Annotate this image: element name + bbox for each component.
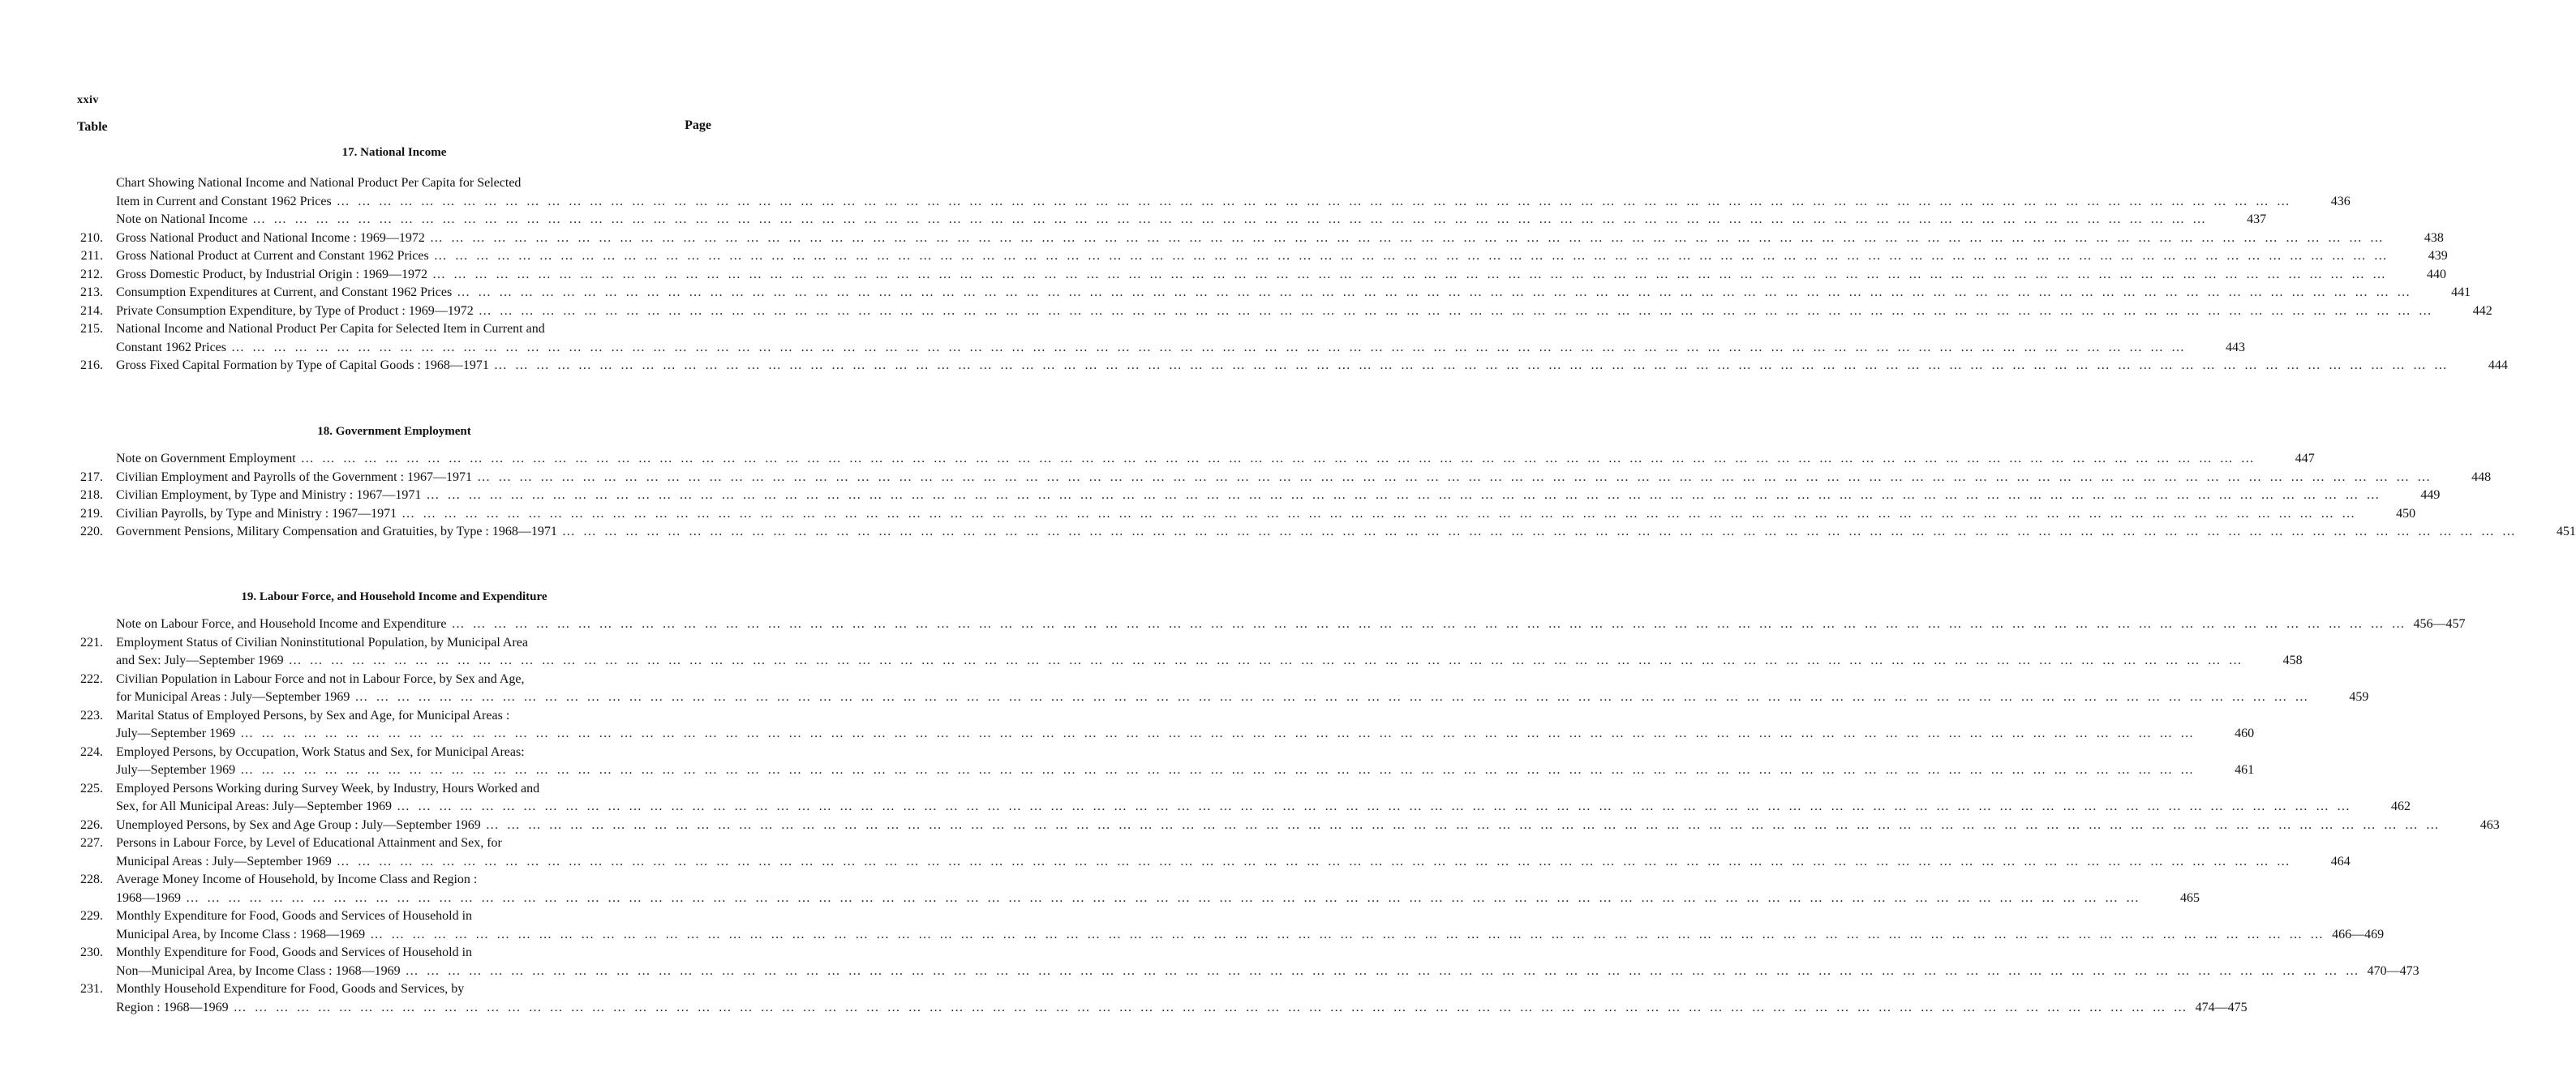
- entry-title-line: Unemployed Persons, by Sex and Age Group : July—September 1969: [116, 817, 481, 832]
- entry-title-line: Persons in Labour Force, by Level of Educational Attainment and Sex, for: [116, 836, 502, 850]
- toc-entry[interactable]: [77, 229, 2444, 248]
- dot-leader: … … … … … … … … … … … … … … … … … … … … … … … … … … … … … … … … … … … … … … … … … … … … … … … … … … … … … … … … … … … … … … … … … … … … … … … … … … … … … … … … … … … … … … … … … … … … …: [396, 800, 2352, 813]
- entry-title-line: 1968—1969: [116, 890, 181, 905]
- table-number: 221.: [80, 635, 103, 650]
- table-number: 228.: [80, 873, 103, 886]
- toc-entry[interactable]: [77, 817, 2500, 835]
- entry-title-line: Civilian Employment, by Type and Ministry : 1967—1971: [116, 488, 422, 502]
- table-number: 223.: [80, 708, 103, 723]
- dot-leader: … … … … … … … … … … … … … … … … … … … … … … … … … … … … … … … … … … … … … … … … … … … … … … … … … … … … … … … … … … … … … … … … … … … … … … … … … … … … … … … … … … … … … … … … … … … … …: [433, 249, 2389, 263]
- toc-entry[interactable]: [77, 505, 2416, 524]
- page-reference[interactable]: 437: [2208, 211, 2266, 229]
- page-reference[interactable]: 451: [2518, 523, 2576, 542]
- table-number: 217.: [80, 470, 103, 484]
- toc-entry[interactable]: [77, 302, 2492, 321]
- page-reference[interactable]: 447: [2256, 450, 2315, 469]
- dot-leader: … … … … … … … … … … … … … … … … … … … … … … … … … … … … … … … … … … … … … … … … … … … … … … … … … … … … … … … … … … … … … … … … … … … … … … … … … … … … … … … … … … … … … … … … … … … … …: [336, 194, 2292, 208]
- entry-title-line: Employment Status of Civilian Noninstitutional Population, by Municipal Area: [116, 635, 528, 650]
- section-labour-force: [77, 588, 2500, 1017]
- section-title: 17. National Income: [341, 146, 447, 159]
- dot-leader: … … … … … … … … … … … … … … … … … … … … … … … … … … … … … … … … … … … … … … … … … … … … … … … … … … … … … … … … … … … … … … … … … … … … … … … … … … … … … … … … … … … … … … … … … … … … …: [252, 212, 2209, 226]
- toc-entry[interactable]: [77, 266, 2446, 285]
- entry-title-line: National Income and National Product Per Capita for Selected Item in Current and: [116, 322, 545, 336]
- toc-entry[interactable]: [77, 871, 2200, 907]
- table-number: 230.: [80, 946, 103, 959]
- entry-title-line: Civilian Employment and Payrolls of the Government : 1967—1971: [116, 470, 473, 484]
- entry-title-line: for Municipal Areas : July—September 1969: [116, 690, 350, 704]
- toc-entry[interactable]: [77, 357, 2508, 375]
- section-government-employment: [77, 422, 2576, 542]
- entry-title-line: Monthly Household Expenditure for Food, Goods and Services, by: [116, 982, 465, 996]
- dot-leader: … … … … … … … … … … … … … … … … … … … … … … … … … … … … … … … … … … … … … … … … … … … … … … … … … … … … … … … … … … … … … … … … … … … … … … … … … … … … … … … … … … … … … … … … … … … … …: [336, 854, 2292, 868]
- page-reference[interactable]: 436: [2292, 193, 2351, 212]
- entry-title-line: Employed Persons Working during Survey Week, by Industry, Hours Worked and: [116, 781, 540, 796]
- page-reference[interactable]: 449: [2381, 487, 2440, 505]
- page-reference[interactable]: 466—469: [2325, 926, 2384, 945]
- toc-entry[interactable]: [77, 487, 2441, 505]
- entry-title-line: Monthly Expenditure for Food, Goods and Services of Household in: [116, 909, 473, 923]
- page-reference[interactable]: 461: [2196, 761, 2254, 780]
- toc-entry[interactable]: [77, 907, 2385, 944]
- page-reference[interactable]: 442: [2434, 302, 2492, 321]
- dot-leader: … … … … … … … … … … … … … … … … … … … … … … … … … … … … … … … … … … … … … … … … … … … … … … … … … … … … … … … … … … … … … … … … … … … … … … … … … … … … … … … … … … … … … … … … … … … … …: [300, 452, 2256, 465]
- entry-title-line: Item in Current and Constant 1962 Prices: [116, 194, 332, 208]
- entry-title-line: Gross Domestic Product, by Industrial Origin : 1969—1972: [116, 267, 427, 281]
- entry-title-line: Note on Labour Force, and Household Income and Expenditure: [116, 617, 447, 631]
- dot-leader: … … … … … … … … … … … … … … … … … … … … … … … … … … … … … … … … … … … … … … … … … … … … … … … … … … … … … … … … … … … … … … … … … … … … … … … … … … … … … … … … … … … … … … … … … … … … …: [457, 285, 2413, 299]
- entry-title-line: Region : 1968—1969: [116, 1000, 229, 1014]
- dot-leader: … … … … … … … … … … … … … … … … … … … … … … … … … … … … … … … … … … … … … … … … … … … … … … … … … … … … … … … … … … … … … … … … … … … … … … … … … … … … … … … … … … … … … … … … … … … … …: [288, 654, 2244, 667]
- toc-entry[interactable]: [77, 671, 2369, 707]
- toc-entry[interactable]: [77, 247, 2448, 266]
- table-number: 219.: [80, 506, 103, 521]
- table-column-header: Table: [77, 120, 108, 134]
- table-number: 231.: [80, 982, 103, 996]
- toc-entry[interactable]: [77, 944, 2419, 980]
- table-number: 220.: [80, 525, 103, 538]
- page-reference[interactable]: 464: [2292, 853, 2351, 872]
- entry-title-line: Employed Persons, by Occupation, Work Status and Sex, for Municipal Areas:: [116, 744, 525, 759]
- table-number: 213.: [80, 285, 103, 299]
- table-number: 216.: [80, 358, 103, 372]
- page-column-header: Page: [685, 118, 711, 132]
- page-reference[interactable]: 441: [2412, 284, 2471, 302]
- page-reference[interactable]: 459: [2310, 688, 2368, 707]
- entry-title-line: Marital Status of Employed Persons, by Sex and Age, for Municipal Areas :: [116, 708, 510, 723]
- table-number: 224.: [80, 744, 103, 759]
- page-reference[interactable]: 443: [2187, 339, 2245, 358]
- dot-leader: … … … … … … … … … … … … … … … … … … … … … … … … … … … … … … … … … … … … … … … … … … … … … … … … … … … … … … … … … … … … … … … … … … … … … … … … … … … … … … … … … … … … … … … … … … … … …: [370, 927, 2326, 941]
- page-reference[interactable]: 440: [2388, 266, 2446, 285]
- page-reference[interactable]: 470—473: [2361, 963, 2419, 981]
- dot-leader: … … … … … … … … … … … … … … … … … … … … … … … … … … … … … … … … … … … … … … … … … … … … … … … … … … … … … … … … … … … … … … … … … … … … … … … … … … … … … … … … … … … … … … … … … … … … …: [240, 727, 2196, 740]
- toc-entry[interactable]: [77, 834, 2351, 871]
- page-reference[interactable]: 460: [2196, 725, 2254, 744]
- entry-title-line: Civilian Payrolls, by Type and Ministry : 1967—1971: [116, 506, 397, 521]
- page-reference[interactable]: 450: [2357, 505, 2415, 524]
- page-reference[interactable]: 465: [2141, 890, 2200, 908]
- entry-title-line: Chart Showing National Income and National Product Per Capita for Selected: [116, 176, 522, 190]
- entry-title-line: July—September 1969: [116, 727, 236, 740]
- dot-leader: … … … … … … … … … … … … … … … … … … … … … … … … … … … … … … … … … … … … … … … … … … … … … … … … … … … … … … … … … … … … … … … … … … … … … … … … … … … … … … … … … … … … … … … … … … … … …: [429, 230, 2385, 245]
- entry-title-line: Sex, for All Municipal Areas: July—September 1969: [116, 800, 392, 813]
- table-number: 210.: [80, 230, 103, 245]
- entry-title-line: Gross National Product at Current and Constant 1962 Prices: [116, 249, 429, 263]
- entry-title-line: Average Money Income of Household, by Income Class and Region :: [116, 873, 478, 886]
- table-number: 214.: [80, 303, 103, 318]
- dot-leader: … … … … … … … … … … … … … … … … … … … … … … … … … … … … … … … … … … … … … … … … … … … … … … … … … … … … … … … … … … … … … … … … … … … … … … … … … … … … … … … … … … … … … … … … … … … … …: [478, 303, 2434, 318]
- table-number: 227.: [80, 836, 103, 850]
- dot-leader: … … … … … … … … … … … … … … … … … … … … … … … … … … … … … … … … … … … … … … … … … … … … … … … … … … … … … … … … … … … … … … … … … … … … … … … … … … … … … … … … … … … … … … … … … … … … …: [426, 488, 2382, 502]
- dot-leader: … … … … … … … … … … … … … … … … … … … … … … … … … … … … … … … … … … … … … … … … … … … … … … … … … … … … … … … … … … … … … … … … … … … … … … … … … … … … … … … … … … … … … … … … … … … … …: [451, 617, 2407, 631]
- entry-title-line: and Sex: July—September 1969: [116, 654, 284, 667]
- section-national-income: [77, 144, 2508, 375]
- page-reference[interactable]: 462: [2352, 798, 2411, 817]
- toc-entry[interactable]: [77, 523, 2576, 542]
- entry-title-line: Municipal Areas : July—September 1969: [116, 854, 332, 868]
- page-reference[interactable]: 474—475: [2189, 999, 2248, 1018]
- dot-leader: … … … … … … … … … … … … … … … … … … … … … … … … … … … … … … … … … … … … … … … … … … … … … … … … … … … … … … … … … … … … … … … … … … … … … … … … … … … … … … … … … … … … … … … … … … … … …: [431, 267, 2388, 281]
- dot-leader: … … … … … … … … … … … … … … … … … … … … … … … … … … … … … … … … … … … … … … … … … … … … … … … … … … … … … … … … … … … … … … … … … … … … … … … … … … … … … … … … … … … … … … … … … … … … …: [485, 817, 2441, 832]
- table-number: 229.: [80, 909, 103, 923]
- page-reference[interactable]: 438: [2385, 229, 2444, 248]
- toc-entry[interactable]: [77, 211, 2267, 229]
- page-reference[interactable]: 448: [2432, 469, 2491, 487]
- toc-entry[interactable]: [77, 980, 2248, 1017]
- table-number: 225.: [80, 781, 103, 796]
- entry-title-line: Non—Municipal Area, by Income Class : 1968—1969: [116, 963, 401, 978]
- toc-entry[interactable]: [77, 174, 2351, 211]
- entry-title-line: Note on Government Employment: [116, 452, 296, 465]
- page-reference[interactable]: 439: [2389, 247, 2448, 266]
- toc-entry[interactable]: [77, 780, 2411, 817]
- page-reference[interactable]: 456—457: [2406, 615, 2465, 634]
- dot-leader: … … … … … … … … … … … … … … … … … … … … … … … … … … … … … … … … … … … … … … … … … … … … … … … … … … … … … … … … … … … … … … … … … … … … … … … … … … … … … … … … … … … … … … … … … … … … …: [186, 890, 2141, 905]
- toc-entry[interactable]: [77, 744, 2255, 780]
- entry-title-line: Civilian Population in Labour Force and not in Labour Force, by Sex and Age,: [116, 671, 525, 686]
- table-number: 211.: [80, 249, 103, 263]
- dot-leader: … … … … … … … … … … … … … … … … … … … … … … … … … … … … … … … … … … … … … … … … … … … … … … … … … … … … … … … … … … … … … … … … … … … … … … … … … … … … … … … … … … … … … … … … … … … … …: [405, 963, 2361, 978]
- entry-title-line: Note on National Income: [116, 212, 248, 226]
- dot-leader: … … … … … … … … … … … … … … … … … … … … … … … … … … … … … … … … … … … … … … … … … … … … … … … … … … … … … … … … … … … … … … … … … … … … … … … … … … … … … … … … … … … … … … … … … … … … …: [233, 1000, 2189, 1014]
- toc-entry[interactable]: [77, 634, 2303, 671]
- entry-title-line: July—September 1969: [116, 763, 236, 777]
- table-number: 215.: [80, 322, 103, 336]
- toc-entry[interactable]: [77, 450, 2315, 469]
- page-reference[interactable]: 463: [2441, 817, 2500, 835]
- page-number: xxiv: [77, 94, 99, 106]
- section-title: 18. Government Employment: [317, 425, 471, 438]
- dot-leader: … … … … … … … … … … … … … … … … … … … … … … … … … … … … … … … … … … … … … … … … … … … … … … … … … … … … … … … … … … … … … … … … … … … … … … … … … … … … … … … … … … … … … … … … … … … … …: [493, 358, 2449, 372]
- dot-leader: … … … … … … … … … … … … … … … … … … … … … … … … … … … … … … … … … … … … … … … … … … … … … … … … … … … … … … … … … … … … … … … … … … … … … … … … … … … … … … … … … … … … … … … … … … … … …: [561, 525, 2518, 538]
- dot-leader: … … … … … … … … … … … … … … … … … … … … … … … … … … … … … … … … … … … … … … … … … … … … … … … … … … … … … … … … … … … … … … … … … … … … … … … … … … … … … … … … … … … … … … … … … … … … …: [240, 763, 2196, 777]
- page-reference[interactable]: 444: [2449, 357, 2508, 375]
- toc-entry[interactable]: [77, 284, 2471, 302]
- entry-title-line: Government Pensions, Military Compensation and Gratuities, by Type : 1968—1971: [116, 525, 557, 538]
- toc-entry[interactable]: [77, 320, 2245, 357]
- entry-title-line: Private Consumption Expenditure, by Type of Product : 1969—1972: [116, 303, 474, 318]
- toc-entry[interactable]: [77, 615, 2466, 634]
- entry-title-line: Monthly Expenditure for Food, Goods and Services of Household in: [116, 946, 473, 959]
- entry-title-line: Municipal Area, by Income Class : 1968—1969: [116, 927, 366, 941]
- page-reference[interactable]: 458: [2244, 652, 2303, 671]
- dot-leader: … … … … … … … … … … … … … … … … … … … … … … … … … … … … … … … … … … … … … … … … … … … … … … … … … … … … … … … … … … … … … … … … … … … … … … … … … … … … … … … … … … … … … … … … … … … … …: [231, 340, 2187, 354]
- dot-leader: … … … … … … … … … … … … … … … … … … … … … … … … … … … … … … … … … … … … … … … … … … … … … … … … … … … … … … … … … … … … … … … … … … … … … … … … … … … … … … … … … … … … … … … … … … … … …: [401, 506, 2358, 521]
- section-title: 19. Labour Force, and Household Income and Expenditure: [241, 590, 547, 603]
- table-number: 226.: [80, 817, 103, 832]
- entry-title-line: Consumption Expenditures at Current, and Constant 1962 Prices: [116, 285, 453, 299]
- table-number: 212.: [80, 267, 103, 281]
- table-number: 218.: [80, 488, 103, 502]
- entry-title-line: Gross Fixed Capital Formation by Type of Capital Goods : 1968—1971: [116, 358, 489, 372]
- table-number: 222.: [80, 671, 103, 686]
- entry-title-line: Constant 1962 Prices: [116, 340, 226, 354]
- dot-leader: … … … … … … … … … … … … … … … … … … … … … … … … … … … … … … … … … … … … … … … … … … … … … … … … … … … … … … … … … … … … … … … … … … … … … … … … … … … … … … … … … … … … … … … … … … … … …: [354, 690, 2311, 704]
- entry-title-line: Gross National Product and National Income : 1969—1972: [116, 230, 425, 245]
- toc-entry[interactable]: [77, 469, 2492, 487]
- dot-leader: … … … … … … … … … … … … … … … … … … … … … … … … … … … … … … … … … … … … … … … … … … … … … … … … … … … … … … … … … … … … … … … … … … … … … … … … … … … … … … … … … … … … … … … … … … … … …: [477, 470, 2433, 484]
- toc-entry[interactable]: [77, 707, 2255, 744]
